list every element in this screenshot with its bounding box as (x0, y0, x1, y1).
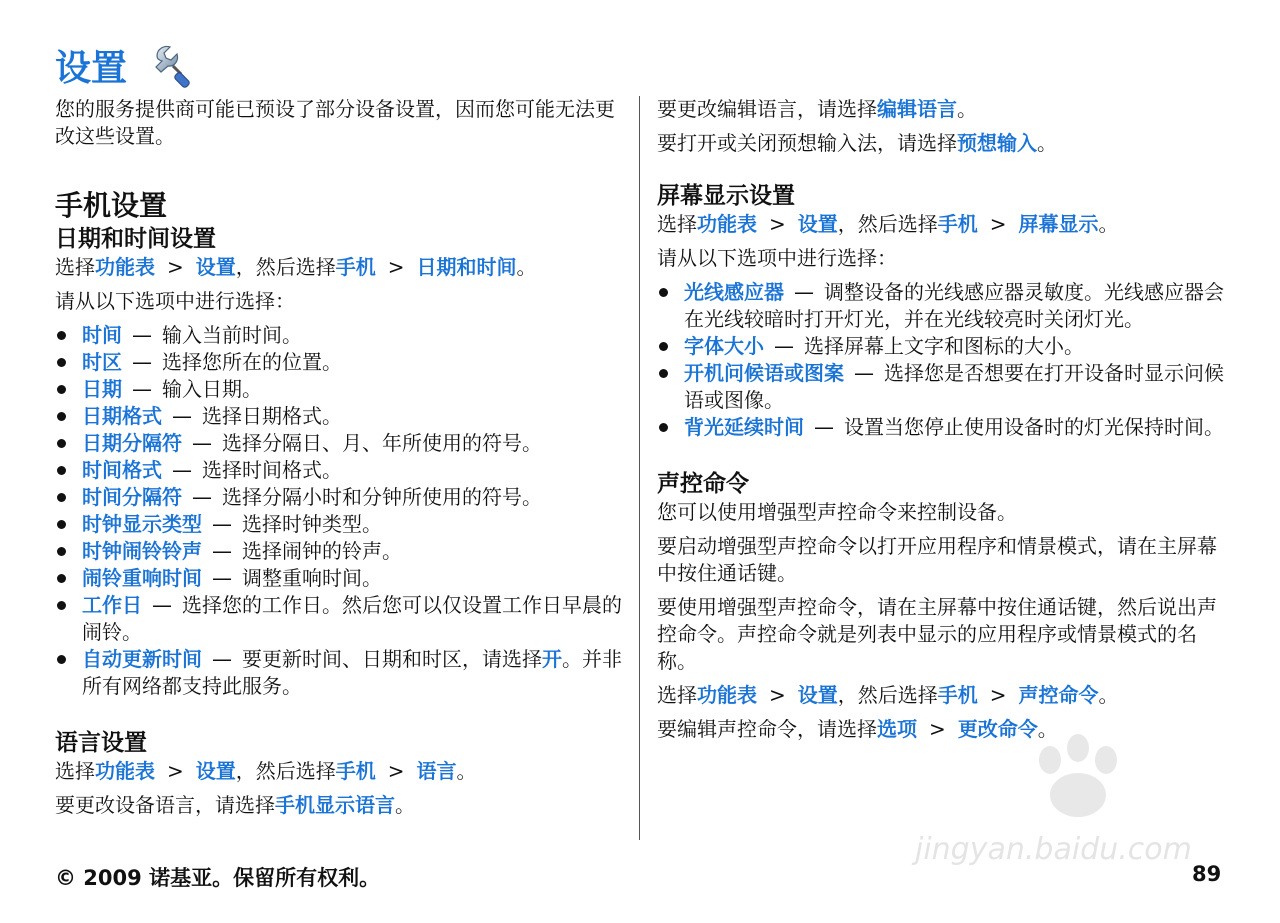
option-term[interactable]: 工作日 (82, 593, 142, 617)
column-divider (639, 96, 640, 840)
predictive-input-link[interactable]: 预想输入 (957, 131, 1037, 155)
list-item: 闹铃重响时间 — 调整重响时间。 (55, 565, 625, 592)
date-time-link[interactable]: 日期和时间 (416, 255, 517, 279)
phone-link[interactable]: 手机 (335, 759, 376, 783)
copyright-footer: © 2009 诺基亚。保留所有权利。 (55, 866, 381, 890)
watermark-text: jingyan.baidu.com (915, 832, 1192, 867)
list-item: 时区 — 选择您所在的位置。 (55, 349, 625, 376)
on-link[interactable]: 开 (542, 647, 562, 671)
list-item: 自动更新时间 — 要更新时间、日期和时区，请选择开。并非所有网络都支持此服务。 (55, 646, 625, 700)
date-options-prompt: 请从以下选项中进行选择： (55, 289, 295, 313)
settings-link[interactable]: 设置 (797, 212, 838, 236)
list-item: 开机问候语或图案 — 选择您是否想要在打开设备时显示问候语或图像。 (657, 360, 1227, 414)
list-item: 工作日 — 选择您的工作日。然后您可以仅设置工作日早晨的闹铃。 (55, 592, 625, 646)
display-nav-path: 选择功能表 > 设置，然后选择手机 > 屏幕显示。 (657, 212, 1119, 236)
list-item: 背光延续时间 — 设置当您停止使用设备时的灯光保持时间。 (657, 414, 1227, 441)
language-link[interactable]: 语言 (416, 759, 457, 783)
list-item: 字体大小 — 选择屏幕上文字和图标的大小。 (657, 333, 1227, 360)
list-item: 日期格式 — 选择日期格式。 (55, 403, 625, 430)
option-term[interactable]: 时间格式 (82, 458, 162, 482)
menu-link[interactable]: 功能表 (95, 759, 155, 783)
page-number: 89 (1192, 862, 1222, 886)
phone-settings-heading: 手机设置 (55, 189, 168, 222)
voice-nav-path: 选择功能表 > 设置，然后选择手机 > 声控命令。 (657, 683, 1119, 707)
menu-link[interactable]: 功能表 (95, 255, 155, 279)
menu-link[interactable]: 功能表 (697, 212, 757, 236)
voice-commands-link[interactable]: 声控命令 (1018, 683, 1099, 707)
phone-link[interactable]: 手机 (335, 255, 376, 279)
predictive-text: 要打开或关闭预想输入法，请选择预想输入。 (657, 131, 1057, 155)
list-item: 日期分隔符 — 选择分隔日、月、年所使用的符号。 (55, 430, 625, 457)
settings-link[interactable]: 设置 (195, 255, 236, 279)
page-title-text: 设置 (55, 48, 128, 89)
settings-link[interactable]: 设置 (195, 759, 236, 783)
option-term[interactable]: 闹铃重响时间 (82, 566, 202, 590)
intro-text: 您的服务提供商可能已预设了部分设备设置，因而您可能无法更改这些设置。 (55, 97, 615, 148)
right-column (657, 96, 1227, 750)
edit-language-text: 要更改编辑语言，请选择编辑语言。 (657, 97, 977, 121)
wrench-icon (151, 44, 199, 88)
watermark (900, 730, 1200, 880)
option-term[interactable]: 光线感应器 (684, 280, 784, 304)
change-command-link[interactable]: 更改命令 (957, 717, 1038, 741)
display-settings-heading: 屏幕显示设置 (657, 183, 795, 209)
phone-display-language-link[interactable]: 手机显示语言 (275, 793, 395, 817)
language-nav-path: 选择功能表 > 设置，然后选择手机 > 语言。 (55, 759, 477, 783)
page-title (55, 40, 199, 91)
date-options-list (55, 322, 625, 700)
voice-use-text: 要使用增强型声控命令，请在主屏幕中按住通话键，然后说出声控命令。声控命令就是列表中显示的应用程序或情景模式的名称。 (657, 595, 1217, 673)
display-options-list (657, 279, 1227, 441)
option-term[interactable]: 时间 (82, 323, 122, 347)
edit-language-link[interactable]: 编辑语言 (877, 97, 957, 121)
option-term[interactable]: 日期格式 (82, 404, 162, 428)
option-term[interactable]: 字体大小 (684, 334, 764, 358)
display-link[interactable]: 屏幕显示 (1018, 212, 1099, 236)
device-language-text: 要更改设备语言，请选择手机显示语言。 (55, 793, 415, 817)
date-time-heading: 日期和时间设置 (55, 226, 216, 252)
options-link[interactable]: 选项 (877, 717, 917, 741)
list-item: 时间 — 输入当前时间。 (55, 322, 625, 349)
option-term[interactable]: 时钟闹铃铃声 (82, 539, 202, 563)
left-column (55, 96, 625, 826)
list-item: 时钟显示类型 — 选择时钟类型。 (55, 511, 625, 538)
settings-link[interactable]: 设置 (797, 683, 838, 707)
voice-commands-heading: 声控命令 (657, 471, 749, 497)
list-item: 时钟闹铃铃声 — 选择闹钟的铃声。 (55, 538, 625, 565)
voice-edit-text: 要编辑声控命令，请选择选项 > 更改命令。 (657, 717, 1058, 741)
language-heading: 语言设置 (55, 730, 147, 756)
option-term[interactable]: 自动更新时间 (82, 647, 202, 671)
list-item: 时间分隔符 — 选择分隔小时和分钟所使用的符号。 (55, 484, 625, 511)
list-item: 日期 — 输入日期。 (55, 376, 625, 403)
list-item: 光线感应器 — 调整设备的光线感应器灵敏度。光线感应器会在光线较暗时打开灯光，并在光线较亮时关闭灯光。 (657, 279, 1227, 333)
option-term[interactable]: 开机问候语或图案 (684, 361, 844, 385)
voice-intro-text: 您可以使用增强型声控命令来控制设备。 (657, 500, 1017, 524)
option-term[interactable]: 时间分隔符 (82, 485, 182, 509)
voice-start-text: 要启动增强型声控命令以打开应用程序和情景模式，请在主屏幕中按住通话键。 (657, 534, 1217, 585)
display-options-prompt: 请从以下选项中进行选择： (657, 246, 897, 270)
phone-link[interactable]: 手机 (937, 683, 978, 707)
list-item: 时间格式 — 选择时间格式。 (55, 457, 625, 484)
menu-link[interactable]: 功能表 (697, 683, 757, 707)
option-term[interactable]: 时钟显示类型 (82, 512, 202, 536)
option-term[interactable]: 日期 (82, 377, 122, 401)
date-nav-path: 选择功能表 > 设置，然后选择手机 > 日期和时间。 (55, 255, 537, 279)
option-term[interactable]: 背光延续时间 (684, 415, 804, 439)
option-term[interactable]: 时区 (82, 350, 122, 374)
phone-link[interactable]: 手机 (937, 212, 978, 236)
option-term[interactable]: 日期分隔符 (82, 431, 182, 455)
